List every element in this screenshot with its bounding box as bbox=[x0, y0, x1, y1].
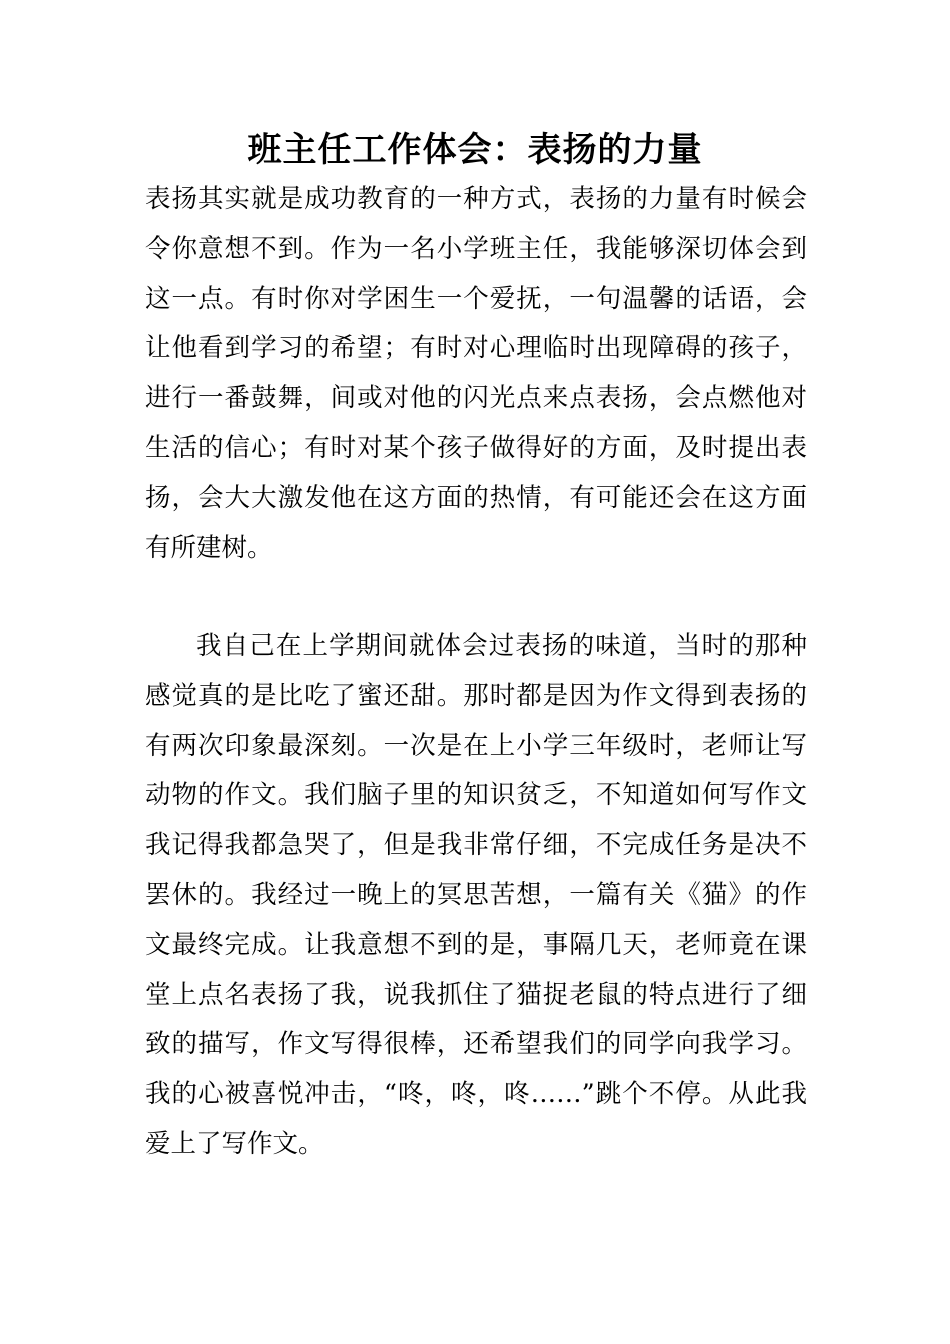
paragraph-2: 我自己在上学期间就体会过表扬的味道，当时的那种感觉真的是比吃了蜜还甜。那时都是因为作文得到表扬的有两次印象最深刻。一次是在上小学三年级时，老师让写动物的作文。我们脑子里的知识贫乏，不知道如何写作文我记得我都急哭了，但是我非常仔细，不完成任务是决不罢休的。我经过一晚上的冥思苦想，一篇有关《猫》的作文最终完成。让我意想不到的是，事隔几天，老师竟在课堂上点名表扬了我，说我抓住了猫捉老鼠的特点进行了细致的描写，作文写得很棒，还希望我们的同学向我学习。我的心被喜悦冲击，“咚，咚，咚……”跳个不停。从此我爱上了写作文。 bbox=[145, 631, 807, 1159]
document-title: 班主任工作体会：表扬的力量 bbox=[247, 130, 703, 170]
paragraph-1: 表扬其实就是成功教育的一种方式，表扬的力量有时候会令你意想不到。作为一名小学班主任，我能够深切体会到这一点。有时你对学困生一个爱抚，一句温馨的话语，会让他看到学习的希望；有时对心理临时出现障碍的孩子，进行一番鼓舞，间或对他的闪光点来点表扬，会点燃他对生活的信心；有时对某个孩子做得好的方面，及时提出表扬，会大大激发他在这方面的热情，有可能还会在这方面有所建树。 bbox=[145, 184, 807, 563]
